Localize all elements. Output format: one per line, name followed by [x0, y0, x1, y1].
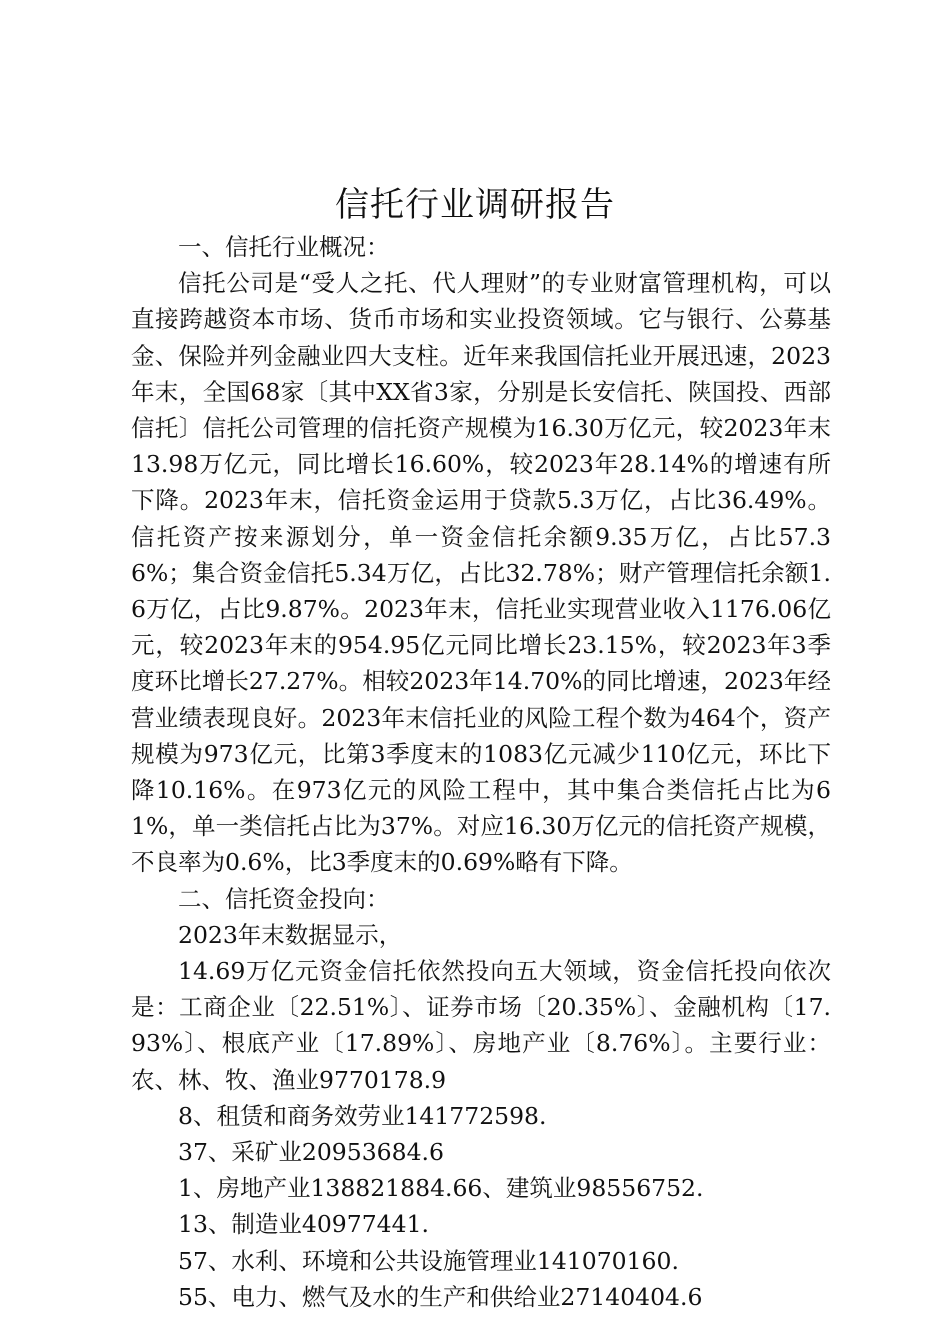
- industry-line: 57、水利、环境和公共设施管理业141070160.: [178, 1246, 679, 1275]
- document-title: 信托行业调研报告: [335, 185, 615, 225]
- paragraph-investment: 14.69万亿元资金信托依然投向五大领域，资金信托投向依次是：工商企业〔22.51%〕、证券市场〔20.35%〕、金融机构〔17.93%〕、根底产业〔17.89%〕、房地产业〔8.76%〕。主要行业：农、林、牧、渔业9770178.9: [131, 957, 831, 1094]
- industry-line: 8、租赁和商务效劳业141772598.: [178, 1101, 547, 1130]
- document-body: [131, 229, 831, 1315]
- section-heading-investment: 二、信托资金投向：: [178, 884, 390, 913]
- industry-line: 37、采矿业20953684.6: [178, 1138, 444, 1167]
- section-heading-overview: 一、信托行业概况：: [178, 233, 390, 261]
- industry-line: 55、电力、燃气及水的生产和供给业27140404.6: [178, 1282, 703, 1311]
- industry-line: 13、制造业40977441.: [178, 1210, 429, 1239]
- industry-line: 1、房地产业138821884.66、建筑业98556752.: [178, 1174, 704, 1203]
- paragraph-data-intro: 2023年末数据显示，: [178, 920, 403, 949]
- paragraph-overview: 信托公司是“受人之托、代人理财”的专业财富管理机构，可以直接跨越资本市场、货币市场和实业投资领域。它与银行、公募基金、保险并列金融业四大支柱。近年来我国信托业开展迅速，2023年末，全国68家〔其中XX省3家，分别是长安信托、陕国投、西部信托〕信托公司管理的信托资产规模为16.30万亿元，较2023年末13.98万亿元，同比增长16.60%，较2023年28.14%的增速有所下降。2023年末，信托资金运用于贷款5.3万亿，占比36.49%。信托资产按来源划分，单一资金信托余额9.35万亿，占比57.36%；集合资金信托5.34万亿，占比32.78%；财产管理信托余额1.6万亿，占比9.87%。2023年末，信托业实现营业收入1176.06亿元，较2023年末的954.95亿元同比增长23.15%，较2023年3季度环比增长27.27%。相较2023年14.70%的同比增速，2023年经营业绩表现良好。2023年末信托业的风险工程个数为464个，资产规模为973亿元，比第3季度末的1083亿元减少110亿元，环比下降10.16%。在973亿元的风险工程中，其中集合类信托占比为61%，单一类信托占比为37%。对应16.30万亿元的信托资产规模，不良率为0.6%，比3季度末的0.69%略有下降。: [131, 269, 831, 877]
